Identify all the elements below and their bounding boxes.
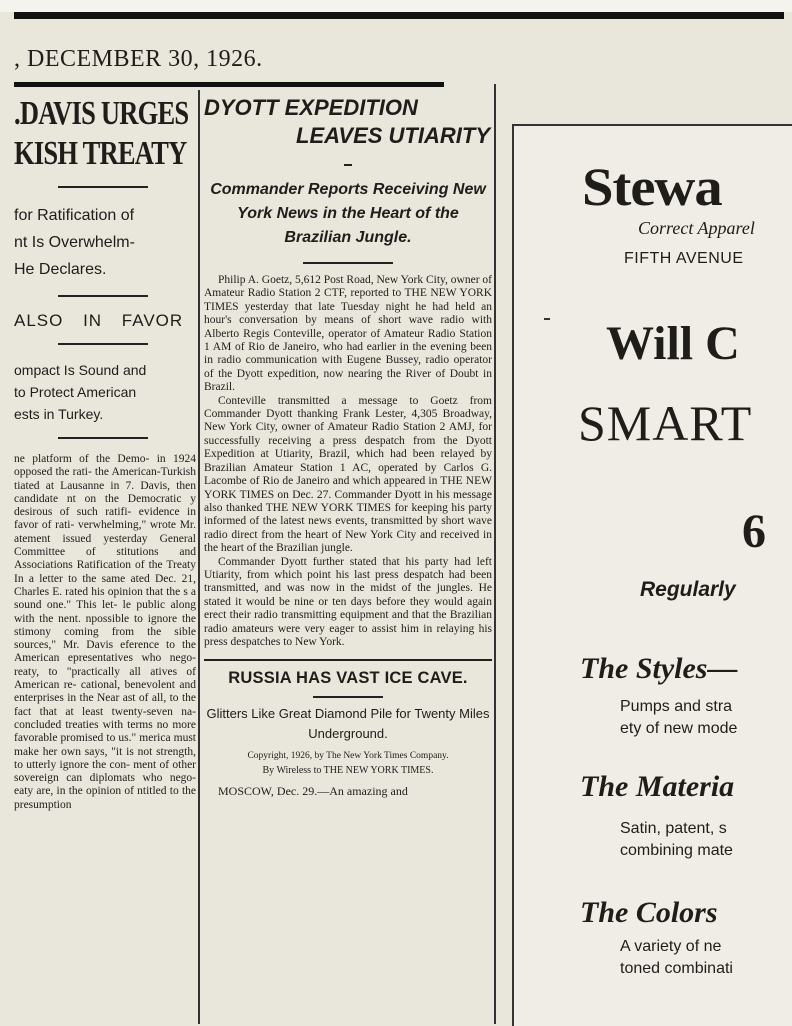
center-section-rule [204, 659, 492, 661]
second-lead: MOSCOW, Dec. 29.—An amazing and [218, 784, 408, 799]
left-deck2 [14, 359, 196, 425]
left-deck2-line: ompact Is Sound and [14, 362, 147, 378]
center-short-rule [303, 262, 393, 264]
ad-text-line: Satin, patent, s [620, 820, 727, 837]
ad-section-colors-title: The Colors [580, 896, 718, 929]
dateline: , DECEMBER 30, 1926. [14, 46, 263, 72]
left-also-line: ALSO IN FAVOR [14, 311, 184, 330]
second-short-rule [313, 696, 383, 698]
left-deck-line: He Declares. [14, 261, 107, 278]
ad-section-styles-text [620, 696, 737, 740]
ad-text-line: ety of new mode [620, 720, 738, 737]
left-short-rule [58, 343, 148, 345]
ad-tagline: Correct Apparel [638, 218, 755, 238]
ad-headline-2: SMART [578, 395, 753, 451]
center-paragraph: Commander Dyott further stated that his party had left Utiarity, from which point his last press despatch had been transmitted, and was now in the midst of the jungles. He stated it would be nine or ten days before they would again erect their radio transmitting equipment and that the Brazilian radio amateurs were very eager to assist him in relaying his press despatches to New York. [204, 555, 492, 648]
left-deck2-line: ests in Turkey. [14, 406, 104, 422]
ad-text-line: toned combinati [620, 960, 733, 977]
center-dash [344, 164, 352, 166]
copyright-line: Copyright, 1926, by The New York Times Company. [247, 751, 449, 762]
center-subhead: Commander Reports Receiving New York News in the Heart of the Brazilian Jungle. [210, 181, 486, 246]
top-rule [14, 12, 784, 19]
left-deck [14, 202, 196, 283]
ad-text-line: combining mate [620, 842, 733, 859]
wireless-line: By Wireless to THE NEW YORK TIMES. [262, 765, 434, 777]
column-rule-2 [494, 84, 496, 1024]
ad-dash [544, 318, 550, 320]
center-headline-line1: DYOTT EXPEDITION [204, 95, 418, 120]
page-top-margin [0, 0, 792, 12]
ad-headline-3: 6 [742, 505, 766, 558]
ad-address: FIFTH AVENUE [624, 250, 744, 267]
left-headline-line1: .DAVIS URGES [14, 95, 189, 132]
second-headline: RUSSIA HAS VAST ICE CAVE. [228, 669, 468, 688]
left-body-text: ne platform of the Demo- in 1924 opposed the rati- the American-Turkish tiated at Lausanne in 7. Davis, then candidate nt on the Democratic y desirous of such ratifi- evidence in favor of rati- verwhelming," wrote Mr. atement issued yesterday General Committee of stitutions and Associations Ratification of the Treaty In a letter to the same ated Dec. 21, Charles E. rated his opinion that the s a sound one." This let- le public along with the nent. npossible to ignore the stimony coming from the sible sources," Mr. Davis eference to the American epresentatives who nego- reaty, to "practically all atives of American re- cational, benevolent and enterprises in the Near ast of all, to the fact that at least twenty-seven na- concluded treaties with terms no more favorable promised to us." merica must make her own says, "it is not strength, to utterly ignore the con- ment of other sovereign can diplomats who nego- eaty are, in the opinion of ntitled to the presumption [14, 453, 196, 811]
left-short-rule [58, 186, 148, 188]
ad-section-colors-text [620, 936, 733, 980]
ad-section-materials-title: The Materia [580, 770, 735, 803]
center-headline-line2: LEAVES UTIARITY [296, 123, 490, 148]
left-headline [14, 94, 189, 174]
center-body [204, 274, 492, 649]
left-column [14, 94, 196, 1024]
ad-section-styles-title: The Styles— [580, 652, 738, 685]
ad-text-line: A variety of ne [620, 938, 722, 955]
dateline-rule [14, 82, 444, 87]
left-deck-line: nt Is Overwhelm- [14, 234, 135, 251]
ad-logo: Stewa [582, 157, 722, 217]
center-headline [204, 94, 492, 150]
stewart-advertisement [512, 124, 792, 1026]
ad-section-materials-text [620, 818, 733, 862]
left-short-rule [58, 437, 148, 439]
center-paragraph: Conteville transmitted a message to Goetz from Commander Dyott thanking Frank Lester, 4,305 Broadway, New York City, owner of Amateur Radio Station 2 AMJ, for successfully receiving a press despatch from the Dyott Expedition at Utiarity, Brazil, which had been relayed by Brazilian Amateur Station 1 AC, operated by Carlos G. Lacombe of Rio de Janeiro and which appeared in THE NEW YORK TIMES on Dec. 27. Commander Dyott in his message also thanked THE NEW YORK TIMES for keeping his party informed of the latest news events, transmitted by short wave radio direct from the heart of New York City and received in the heart of the Brazilian jungle. [204, 394, 492, 555]
left-headline-line2: KISH TREATY [14, 135, 187, 172]
center-paragraph: Philip A. Goetz, 5,612 Post Road, New York City, owner of Amateur Radio Station 2 CTF, reported to THE NEW YORK TIMES yesterday that late Tuesday night he had held an hour's conversation by means of short wave radio with Alberto Regis Conteville, operator of Amateur Radio Station 1 AM of Rio de Janeiro, who had earlier in the evening been in radio communication with Eugene Bussey, radio operator of the Dyott expedition, now nearing the River of Doubt in Brazil. [204, 274, 492, 394]
ad-headline-1: Will C [606, 317, 740, 370]
left-short-rule [58, 295, 148, 297]
second-deck: Glitters Like Great Diamond Pile for Twenty Miles Underground. [206, 706, 490, 742]
ad-text-line: Pumps and stra [620, 698, 733, 715]
ad-regularly: Regularly [640, 578, 736, 601]
left-deck2-line: to Protect American [14, 384, 137, 400]
left-deck-line: for Ratification of [14, 207, 135, 224]
center-column [204, 94, 492, 1024]
column-rule-1 [198, 90, 200, 1024]
